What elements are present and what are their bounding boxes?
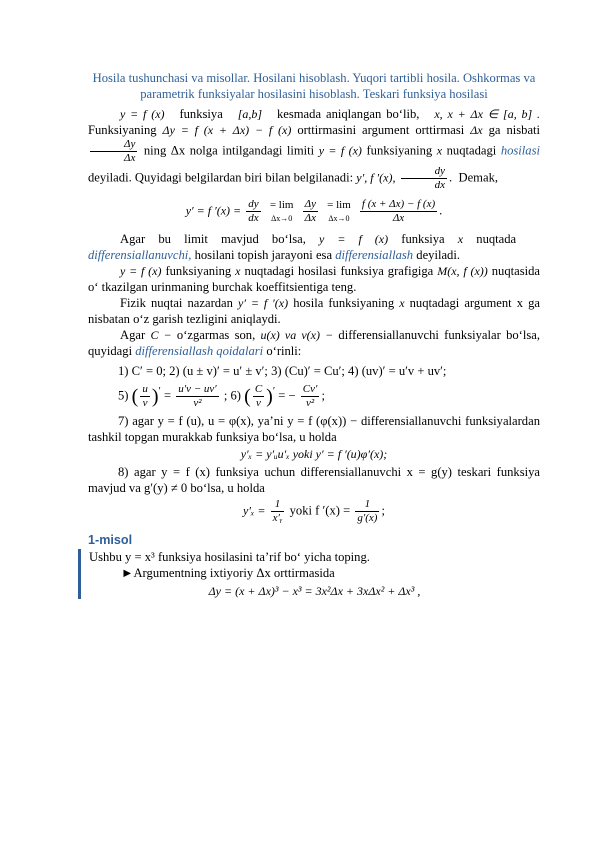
- example-step: ►Argumentning ixtiyoriy Δx orttirmasida: [121, 566, 335, 580]
- term-qoidalar: differensiallash qoidalari: [135, 344, 264, 358]
- physical-meaning-paragraph: Fizik nuqtai nazardan y′ = f ′(x) hosila funksiyaning x nuqtadagi argument x ga nisbatan o‘z garish tezligini aniqlaydi.: [88, 296, 541, 326]
- dy-dx-fraction: $\frac{dy}{dx}$: [401, 165, 447, 192]
- term-differensiallash: differensiallash: [335, 248, 414, 262]
- rule-7: 7) agar y = f (u), u = φ(x), ya’ni y = f (φ(x)) − differensiallanuvchi funksiyalardan tashkil topgan murakkab funksiya bo‘lsa, u holda: [88, 414, 540, 444]
- example-statement: Ushbu y = x³ funksiya hosilasini ta’rif bo‘ yicha toping.: [89, 550, 370, 564]
- rules-1-4: 1) C′ = 0; 2) (u ± v)′ = u′ ± v′; 3) (Cu)′ = Cu′; 4) (uv)′ = u′v + uv′;: [118, 364, 447, 378]
- document-page: Hosila tushunchasi va misollar. Hosilani hisoblash. Yuqori tartibli hosila. Oshkormas va parametrik funksiyalar hosilasini hisoblash. Teskari funksiya hosilasi y = f (x) funksiya [a,b] kesmada aniqlangan bo‘lib, x, x + Δx ∈ [a, b] . Funksiyaning Δy = f (x + Δx) − f (x) orttirmasini argument orttirmasi Δx ga nisbati $\frac{\Delta y}{\Delta x}$ ning Δx nolga intilgandagi limiti y = f (x) funksiyaning x nuqtadagi hosilasi deyiladi. Quyidagi belgilardan biri bilan belgilanadi: y′, f ′(x), $\frac{dy}{dx}$ . Demak, y′ = f ′(x) = $\frac{dy}{dx}$ = lim Δx→0 $\frac{\Delta y}{\Delta x}$ = lim Δx→0 $\frac{f (x + \Delta x) - f (x)}{\Delta x}$ . Agar bu limit mavjud bo‘lsa, y = f (x) funksiya x nuqtada differensiallanuvchi, hosilani topish jarayoni esa differensiallash deyiladi. y = f (x) funksiyaning x nuqtadagi hosilasi funksiya grafigiga M(x, f (x)) nuqtasida o‘ tkazilgan urinmaning burchak koeffitsientiga teng. Fizik nuqtai nazardan y′ = f ′(x) hosila funksiyaning x nuqtadagi argument x ga nisbatan o‘z garish tezligini aniqlaydi. Agar C − o‘zgarmas son, u(x) va v(x) − differensiallanuvchi funksiyalar bo‘lsa, quyidagi differensiallash qoidalari o‘rinli: 1) C′ = 0; 2) (u ± v)′ = u′ ± v′; 3) (Cu)′ = Cu′; 4) (uv)′ = u′v + uv′; 5) ( $\frac{u}{v}$ )′ = $\frac{u'v - uv'}{\text{v²}}$ ; 6) ( $\frac{C}{v}$ )′ = − $\frac{Cv'}{\text{v²}}$ ; 7) agar y = f (u), u = φ(x), ya’ni y = f (φ(x)) − differensiallanuvchi funksiyalardan tashkil topgan murakkab funksiya bo‘lsa, u holda y′ₓ = y′ᵤu′ₓ yoki y′ = f ′(u)φ′(x); 8) agar y = f (x) funksiya uchun differensiallanuvchi x = g(y) teskari funksiya mavjud va g′(y) ≠ 0 bo‘lsa, u holda y′ₓ = $\frac{1}{\text{x′ᵧ}}$ yoki f ′(x) = $\frac{1}{g'(x)}$ ; 1-misol Ushbu y = x³ funksiya hosilasini ta’rif bo‘ yicha toping. ►Argumentning ixtiyoriy Δx orttirmasida Δy = (x + Δx)³ − x³ = 3x²Δx + 3xΔx² + Δx³ ,: [88, 70, 540, 601]
- example-heading: 1-misol: [88, 533, 133, 547]
- inverse-function-formula: y′ₓ = $\frac{1}{\text{x′ᵧ}}$ yoki f ′(x) = $\frac{1}{g'(x)}$ ;: [243, 498, 385, 524]
- rule-8: 8) agar y = f (x) funksiya uchun differensiallanuvchi x = g(y) teskari funksiya mavjud va g′(y) ≠ 0 bo‘lsa, u holda: [88, 465, 540, 495]
- differentiable-paragraph: Agar bu limit mavjud bo‘lsa, y = f (x) funksiya x nuqtada: [120, 232, 517, 246]
- geometric-meaning-paragraph: y = f (x) funksiyaning x nuqtadagi hosilasi funksiya grafigiga M(x, f (x)) nuqtasida o‘ tkazilgan urinmaning burchak koeffitsientiga teng.: [88, 264, 541, 294]
- page-title: Hosila tushunchasi va misollar. Hosilani hisoblash. Yuqori tartibli hosila. Oshkormas va parametrik funksiyalar hosilasini hisoblash. Teskari funksiya hosilasi: [92, 71, 536, 101]
- rules-5-6: 5) ( $\frac{u}{v}$ )′ = $\frac{u'v - uv'}{\text{v²}}$ ; 6) ( $\frac{C}{v}$ )′ = − $\frac{Cv'}{\text{v²}}$ ;: [118, 383, 325, 409]
- example-box: [78, 549, 540, 599]
- definition-paragraph: y = f (x) funksiya [a,b] kesmada aniqlangan bo‘lib, x, x + Δx ∈ [a, b] . Funksiyaning Δy = f (x + Δx) − f (x) orttirmasini argument orttirmasi Δx ga nisbati $\frac{\Delta y}{\Delta x}$ ning Δx nolga intilgandagi limiti y = f (x) funksiyaning x nuqtadagi hosilasi deyiladi. Quyidagi belgilardan biri bilan belgilanadi: y′, f ′(x), $\frac{dy}{dx}$ . Demak,: [88, 107, 541, 191]
- derivative-definition-formula: y′ = f ′(x) = $\frac{dy}{dx}$ = lim Δx→0 $\frac{\Delta y}{\Delta x}$ = lim Δx→0 $\frac{f (x + \Delta x) - f (x)}{\Delta x}$ .: [185, 198, 443, 224]
- term-differensiallanuvchi: differensiallanuvchi,: [88, 248, 192, 262]
- ratio-fraction: $\frac{\Delta y}{\Delta x}$: [90, 138, 137, 165]
- chain-rule-formula: y′ₓ = y′ᵤu′ₓ yoki y′ = f ′(u)φ′(x);: [240, 447, 388, 461]
- example-formula: Δy = (x + Δx)³ − x³ = 3x²Δx + 3xΔx² + Δx³ ,: [208, 584, 421, 598]
- term-hosilasi: hosilasi: [500, 143, 541, 158]
- rules-intro-paragraph: Agar C − o‘zgarmas son, u(x) va v(x) − differensiallanuvchi funksiyalar bo‘lsa, quyidagi differensiallash qoidalari o‘rinli:: [88, 328, 540, 358]
